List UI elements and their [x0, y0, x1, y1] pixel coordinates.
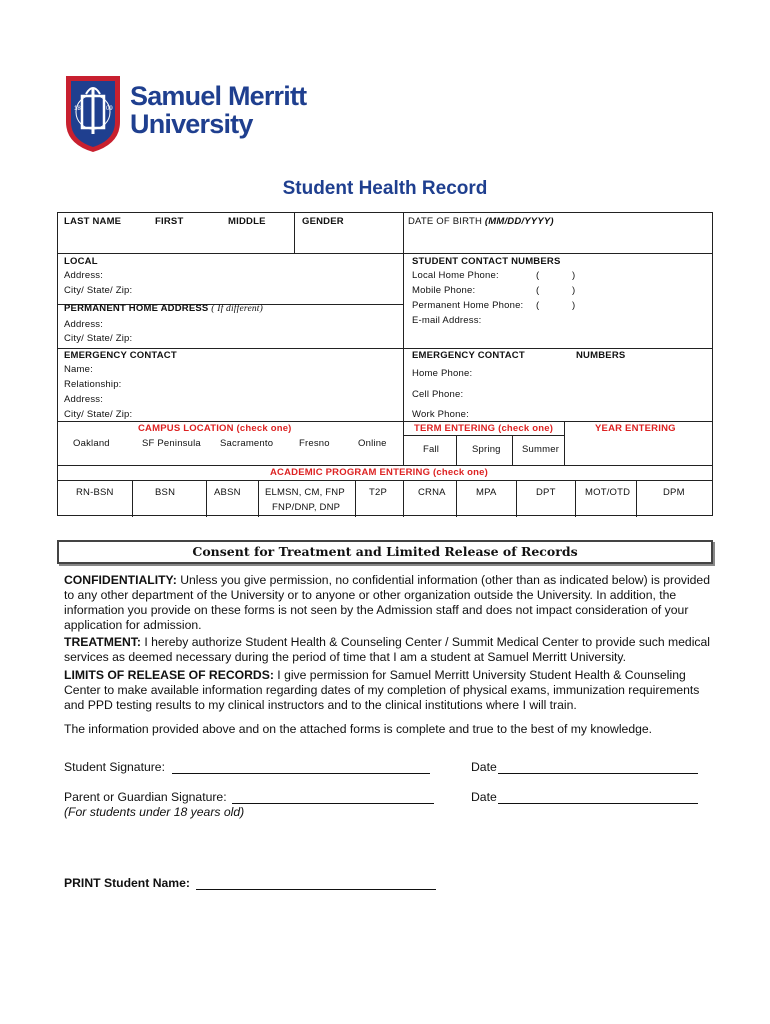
program-heading: ACADEMIC PROGRAM ENTERING (check one): [270, 467, 489, 478]
program-option-elmsn-line2[interactable]: FNP/DNP, DNP: [272, 502, 341, 513]
emergency-numbers-heading: EMERGENCY CONTACT: [412, 350, 525, 361]
local-city-label: City/ State/ Zip:: [64, 285, 133, 296]
numbers-heading: NUMBERS: [576, 350, 626, 361]
student-signature-label: Student Signature:: [64, 760, 165, 774]
contact-numbers-heading: STUDENT CONTACT NUMBERS: [412, 256, 561, 267]
parent-note: (For students under 18 years old): [64, 805, 245, 819]
permanent-address-label: Address:: [64, 319, 104, 330]
parent-signature-label: Parent or Guardian Signature:: [64, 790, 227, 804]
campus-option-sacramento[interactable]: Sacramento: [220, 438, 274, 449]
student-info-form: [57, 212, 713, 516]
first-name-label: FIRST: [155, 216, 184, 227]
term-option-spring[interactable]: Spring: [472, 444, 501, 455]
last-name-label: LAST NAME: [64, 216, 122, 227]
program-option-t2p[interactable]: T2P: [369, 487, 388, 498]
print-name-label: PRINT Student Name:: [64, 876, 190, 890]
logo-year-left: 18: [74, 106, 81, 112]
campus-option-sf-peninsula[interactable]: SF Peninsula: [142, 438, 201, 449]
emergency-heading: EMERGENCY CONTACT: [64, 350, 177, 361]
local-address-label: Address:: [64, 270, 104, 281]
campus-option-online[interactable]: Online: [358, 438, 387, 449]
cell-phone-label: Cell Phone:: [412, 389, 464, 400]
university-logo: [62, 72, 312, 154]
email-label: E-mail Address:: [412, 315, 482, 326]
print-name-line[interactable]: [196, 889, 436, 890]
campus-heading: CAMPUS LOCATION (check one): [138, 423, 292, 434]
paren-close: ): [572, 270, 576, 281]
paren-open: (: [536, 270, 540, 281]
program-option-mot-otd[interactable]: MOT/OTD: [585, 487, 631, 498]
local-home-phone-label: Local Home Phone:: [412, 270, 499, 281]
date-label-2: Date: [471, 790, 497, 804]
paren-close: ): [572, 300, 576, 311]
permanent-home-phone-label: Permanent Home Phone:: [412, 300, 524, 311]
work-phone-label: Work Phone:: [412, 409, 469, 420]
home-phone-label: Home Phone:: [412, 368, 473, 379]
paren-open: (: [536, 300, 540, 311]
middle-name-label: MIDDLE: [228, 216, 266, 227]
student-signature-line[interactable]: [172, 773, 430, 774]
logo-name-line2: University: [130, 109, 253, 139]
permanent-city-label: City/ State/ Zip:: [64, 333, 133, 344]
paren-open: (: [536, 285, 540, 296]
limits-paragraph: LIMITS OF RELEASE OF RECORDS: I give permission for Samuel Merritt University Student Health & Counseling Center to make available information regarding dates of my completion of physical exams, immunization requirements and PPD testing results to my clinical instructors and to the clinical institutions where I will train.: [64, 668, 700, 712]
emergency-address-label: Address:: [64, 394, 104, 405]
term-option-fall[interactable]: Fall: [423, 444, 440, 455]
term-option-summer[interactable]: Summer: [522, 444, 560, 455]
parent-signature-line[interactable]: [232, 803, 434, 804]
program-option-bsn[interactable]: BSN: [155, 487, 176, 498]
campus-option-fresno[interactable]: Fresno: [299, 438, 330, 449]
local-heading: LOCAL: [64, 256, 98, 267]
statement-paragraph: The information provided above and on the attached forms is complete and true to the best of my knowledge.: [64, 722, 653, 736]
gender-label: GENDER: [302, 216, 344, 227]
program-option-rn-bsn[interactable]: RN-BSN: [76, 487, 114, 498]
program-option-elmsn[interactable]: ELMSN, CM, FNP: [265, 487, 345, 498]
program-option-mpa[interactable]: MPA: [476, 487, 497, 498]
dob-label: DATE OF BIRTH (MM/DD/YYYY): [408, 216, 554, 227]
emergency-relationship-label: Relationship:: [64, 379, 122, 390]
program-option-dpm[interactable]: DPM: [663, 487, 685, 498]
program-option-dpt[interactable]: DPT: [536, 487, 556, 498]
emergency-city-label: City/ State/ Zip:: [64, 409, 133, 420]
program-option-crna[interactable]: CRNA: [418, 487, 446, 498]
paren-close: ): [572, 285, 576, 296]
mobile-phone-label: Mobile Phone:: [412, 285, 476, 296]
page-title: Student Health Record: [282, 178, 488, 199]
consent-title: Consent for Treatment and Limited Release of Records: [192, 544, 578, 559]
confidentiality-paragraph: CONFIDENTIALITY: Unless you give permission, no confidential information (other than as indicated below) is provided to any other department of the University or to anyone or other organization outside the University. In addition, the information you provide on these forms is not seen by the Admission staff and does not impact consideration of your application for admission.: [64, 573, 710, 632]
program-option-absn[interactable]: ABSN: [214, 487, 241, 498]
year-entering-heading: YEAR ENTERING: [595, 423, 676, 434]
date-line-2[interactable]: [498, 803, 698, 804]
permanent-heading: PERMANENT HOME ADDRESS ( If different): [64, 303, 264, 314]
campus-option-oakland[interactable]: Oakland: [73, 438, 110, 449]
emergency-name-label: Name:: [64, 364, 93, 375]
logo-name-line1: Samuel Merritt: [130, 81, 307, 111]
term-heading: TERM ENTERING (check one): [414, 423, 554, 434]
logo-year-right: 09: [106, 106, 113, 112]
date-line-1[interactable]: [498, 773, 698, 774]
date-label-1: Date: [471, 760, 497, 774]
treatment-paragraph: TREATMENT: I hereby authorize Student Health & Counseling Center / Summit Medical Center to provide such medical services as deemed necessary during the period of time that I am a student at Samuel Merritt University.: [64, 635, 710, 664]
